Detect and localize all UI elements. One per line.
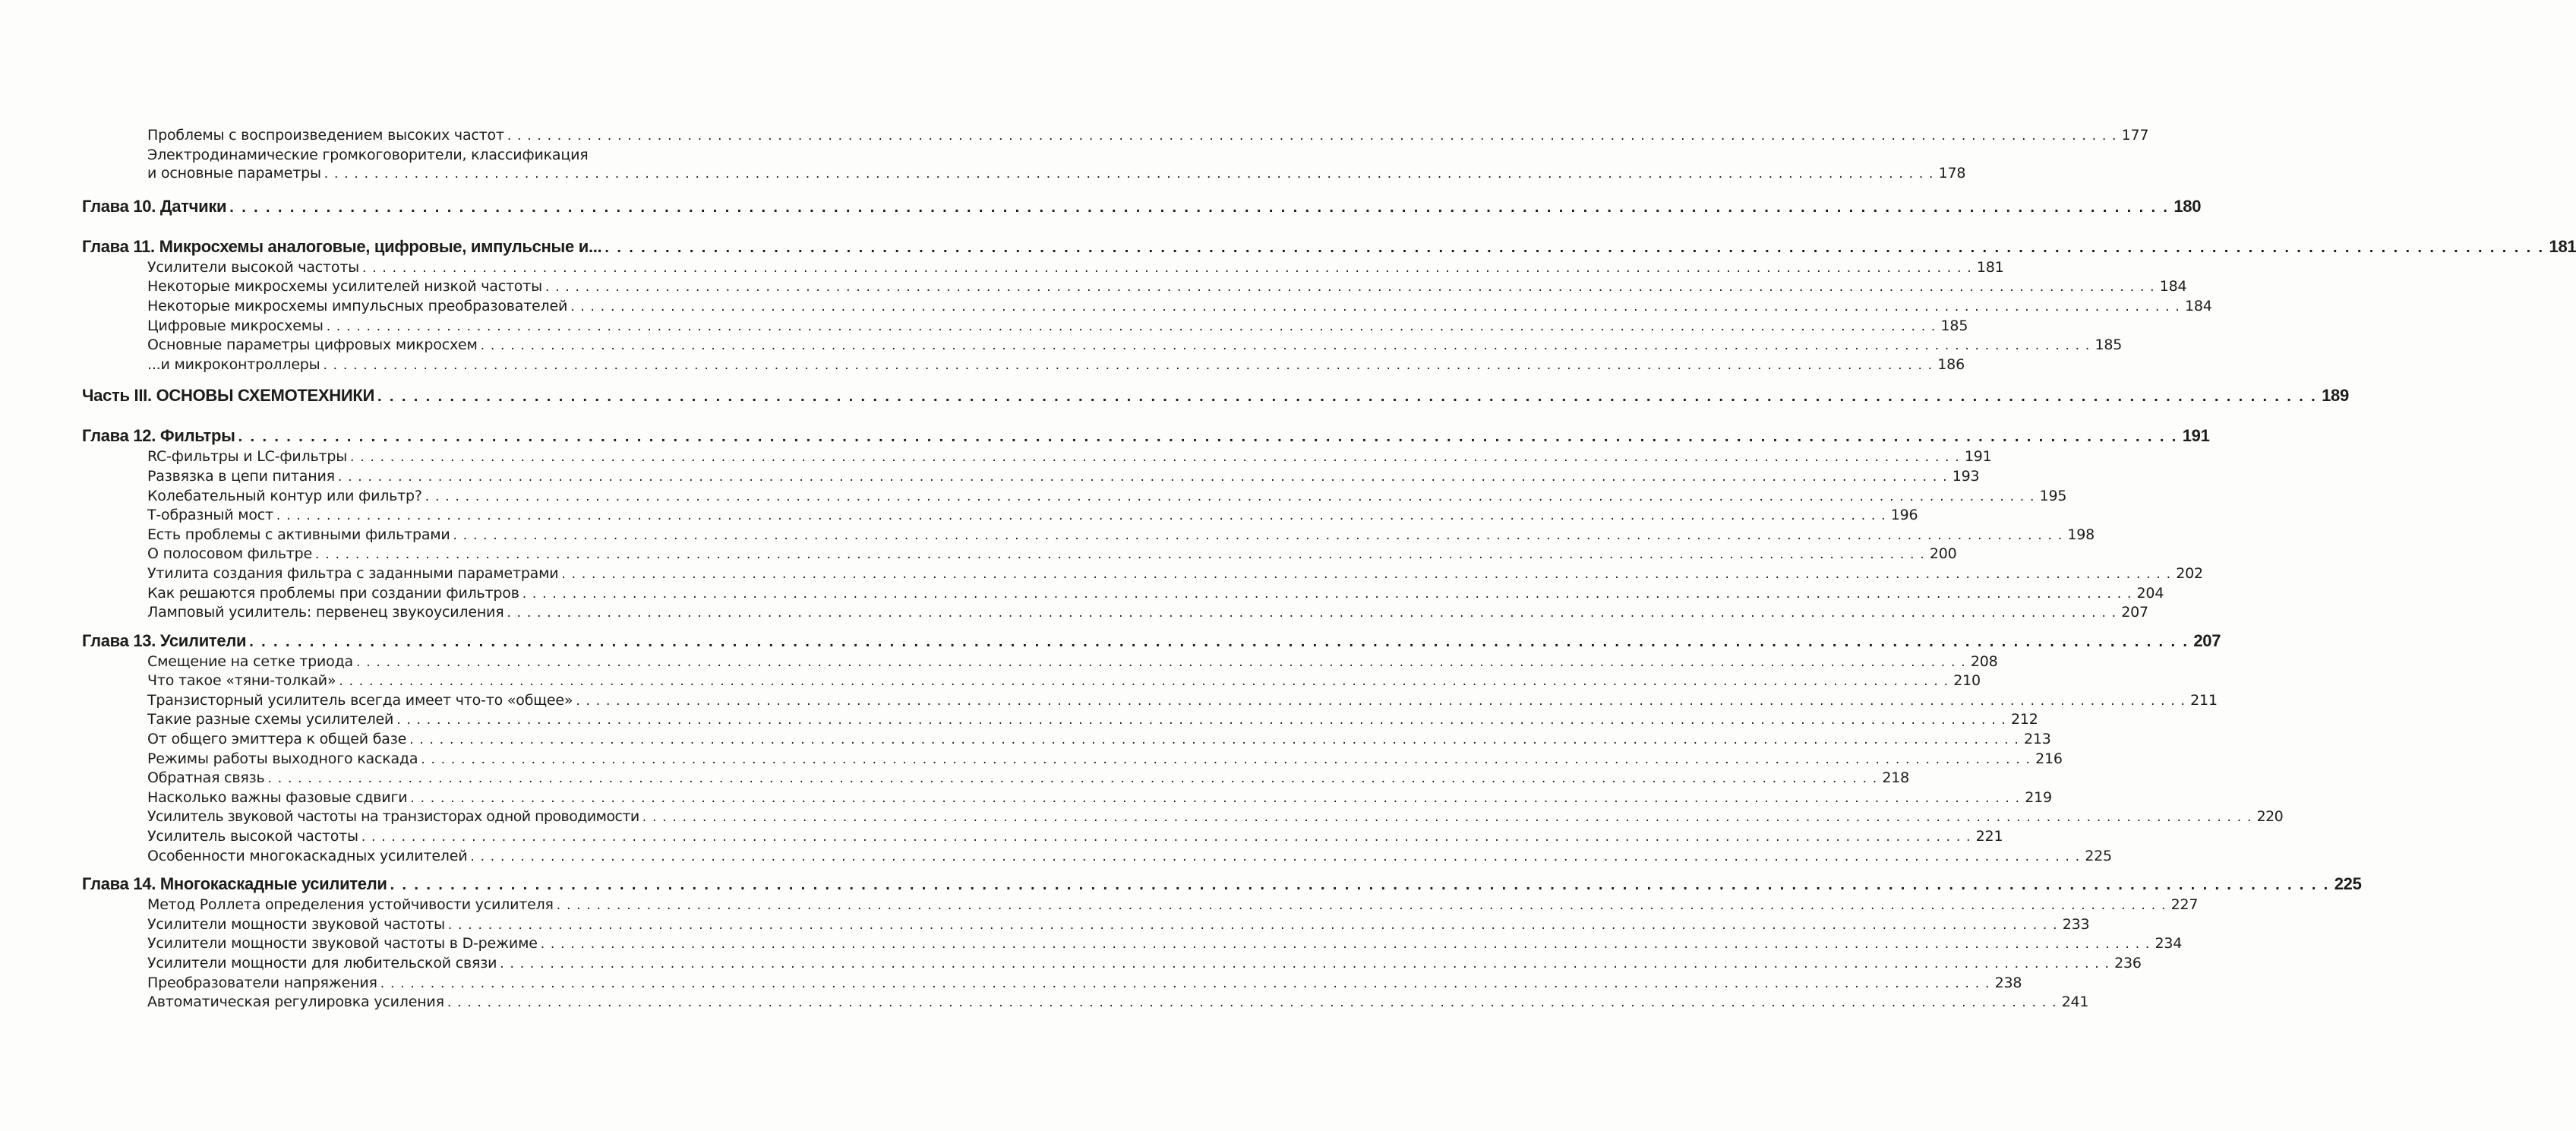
leader-dots — [447, 994, 2057, 1013]
chapter14-items — [82, 896, 2199, 1013]
toc-entry — [82, 258, 2004, 278]
toc-entry — [82, 545, 1957, 564]
toc-entry — [82, 993, 2089, 1013]
chapter-title: Глава 10. Датчики — [82, 196, 227, 216]
entry-title: Утилита создания фильтра с заданными параметрами — [147, 564, 559, 582]
entry-title: Усилители мощности звуковой частоты — [147, 915, 445, 933]
entry-page: 208 — [1970, 652, 1998, 670]
entry-page: 191 — [1964, 448, 1992, 466]
entry-page: 213 — [2023, 731, 2051, 748]
chapter-page: 180 — [2174, 196, 2202, 216]
entry-page: 221 — [1975, 828, 2003, 845]
toc-entry — [82, 896, 2199, 915]
leader-dots — [481, 336, 2091, 355]
leader-dots — [507, 604, 2117, 623]
part-title: Часть III. ОСНОВЫ СХЕМОТЕХНИКИ — [82, 386, 375, 406]
leader-dots — [561, 565, 2171, 584]
leader-dots — [377, 386, 2317, 407]
entry-page: 218 — [1882, 769, 1910, 787]
chapter-page: 207 — [2193, 630, 2221, 650]
leader-dots — [229, 197, 2169, 218]
chapter-title: Глава 14. Многокаскадные усилители — [82, 874, 387, 894]
leader-dots — [249, 631, 2189, 652]
leader-dots — [410, 789, 2020, 808]
toc-entry — [82, 769, 1910, 788]
chapter-title: Глава 11. Микросхемы аналоговые, цифровые, импульсные и... — [82, 236, 602, 256]
entry-title: Режимы работы выходного каскада — [147, 750, 418, 767]
entry-page: 185 — [2095, 336, 2123, 354]
entry-title: RC-фильтры и LC-фильтры — [147, 448, 348, 466]
toc-entry — [82, 710, 2038, 730]
table-of-contents — [82, 126, 2576, 1013]
leader-dots — [276, 507, 1886, 526]
leader-dots — [361, 828, 1971, 847]
part-heading — [82, 385, 2349, 407]
chapter-heading — [82, 236, 2576, 258]
entry-title: Транзисторный усилитель всегда имеет что-то «общее» — [147, 691, 573, 709]
entry-title: Автоматическая регулировка усиления — [147, 994, 444, 1011]
toc-entry — [82, 603, 2148, 623]
entry-title: ...и микроконтроллеры — [147, 355, 320, 373]
chapter11-items — [82, 258, 2212, 375]
entry-title: Усилители мощности для любительской связи — [147, 955, 497, 971]
leader-dots — [448, 916, 2058, 935]
leader-dots — [362, 259, 1972, 278]
toc-entry — [82, 847, 2112, 867]
entry-title: От общего эмиттера к общей базе — [147, 731, 407, 748]
entry-title: Метод Роллета определения устойчивости усилителя — [147, 896, 554, 914]
leader-dots — [380, 975, 1990, 994]
toc-entry — [82, 954, 2142, 974]
chapter-heading — [82, 630, 2221, 652]
chapter-title: Глава 13. Усилители — [82, 630, 247, 650]
entry-page: 207 — [2121, 604, 2148, 621]
leader-dots — [396, 711, 2006, 730]
toc-entry — [82, 506, 1918, 526]
entry-page: 185 — [1940, 317, 1968, 334]
toc-entry — [82, 317, 1968, 336]
entry-title: Особенности многокаскадных усилителей — [147, 847, 468, 864]
leader-dots — [409, 731, 2019, 750]
entry-title: Есть проблемы с активными фильтрами — [147, 526, 450, 543]
entry-page: 210 — [1953, 672, 1981, 690]
leader-dots — [500, 955, 2110, 974]
entry-page: 238 — [1994, 974, 2022, 991]
entry-title: и основные параметры — [147, 165, 321, 182]
chapter-page: 225 — [2334, 874, 2362, 894]
leader-dots — [338, 468, 1948, 487]
leader-dots — [545, 278, 2155, 297]
part-page: 189 — [2322, 386, 2349, 406]
leader-dots — [642, 808, 2252, 827]
chapter-page: 181 — [2549, 236, 2576, 256]
entry-title: Некоторые микросхемы импульсных преобразователей — [147, 297, 568, 314]
leader-dots — [323, 356, 1933, 375]
entry-page: 177 — [2121, 127, 2149, 144]
toc-entry — [82, 447, 1992, 467]
entry-title: Проблемы с воспроизведением высоких частот — [147, 127, 504, 144]
entry-page: 193 — [1952, 467, 1980, 485]
leader-dots — [605, 237, 2544, 258]
entry-title: Основные параметры цифровых микросхем — [147, 336, 478, 354]
entry-page: 216 — [2035, 750, 2063, 767]
entry-title: Смещение на сетке триода — [147, 652, 353, 670]
toc-entry — [82, 915, 2090, 935]
entry-page: 195 — [2039, 487, 2067, 504]
entry-title-line1: Электродинамические громкоговорители, классификация — [147, 146, 589, 163]
leader-dots — [339, 672, 1949, 691]
leader-dots — [541, 935, 2151, 954]
leader-dots — [268, 769, 1878, 788]
entry-title: Что такое «тяни-толкай» — [147, 672, 336, 690]
toc-entry — [82, 564, 2203, 584]
entry-title: Усилитель высокой частоты — [147, 828, 358, 845]
entry-title: Т-образный мост — [147, 507, 273, 524]
toc-entry — [82, 974, 2022, 994]
toc-entry — [82, 526, 2095, 545]
leader-dots — [453, 526, 2063, 545]
entry-title: Ламповый усилитель: первенец звукоусиления — [147, 604, 504, 621]
leader-dots — [421, 750, 2031, 769]
entry-page: 186 — [1937, 355, 1965, 373]
entry-title: Усилители высокой частоты — [147, 258, 359, 276]
leader-dots — [350, 448, 1960, 467]
toc-entry — [82, 467, 1980, 487]
toc-entry — [82, 807, 2284, 827]
entry-page: 204 — [2136, 584, 2164, 602]
entry-page: 225 — [2085, 847, 2112, 864]
toc-entry — [82, 164, 1966, 184]
leader-dots — [356, 653, 1966, 672]
entry-page: 178 — [1938, 165, 1966, 182]
entry-page: 212 — [2011, 711, 2038, 728]
toc-entry — [82, 277, 2187, 297]
leader-dots — [425, 488, 2035, 507]
entry-page: 200 — [1929, 545, 1957, 563]
entry-page: 236 — [2114, 955, 2142, 971]
toc-entry — [82, 827, 2003, 847]
entry-title: Преобразователи напряжения — [147, 974, 377, 991]
entry-title: Такие разные схемы усилителей — [147, 711, 394, 728]
leader-dots — [238, 426, 2178, 447]
entry-title: Усилитель звуковой частоты на транзисторах одной проводимости — [147, 808, 639, 826]
toc-entry — [82, 671, 1981, 691]
leader-dots — [315, 545, 1925, 564]
entry-page: 211 — [2190, 691, 2218, 709]
leader-dots — [324, 165, 1934, 184]
chapter-heading — [82, 425, 2210, 447]
entry-page: 227 — [2170, 896, 2199, 914]
entry-title: Цифровые микросхемы — [147, 317, 324, 334]
entry-page: 184 — [2159, 278, 2187, 295]
toc-entry — [82, 584, 2164, 604]
toc-entry — [82, 730, 2051, 750]
leader-dots — [522, 585, 2132, 604]
entry-page: 219 — [2025, 788, 2052, 806]
chapter13-items — [82, 652, 2284, 867]
toc-entry — [82, 691, 2218, 711]
entry-title: Некоторые микросхемы усилителей низкой частоты — [147, 278, 542, 295]
toc-entry — [82, 788, 2052, 808]
entry-page: 202 — [2176, 564, 2203, 582]
toc-entry — [82, 336, 2123, 355]
toc-entry — [82, 750, 2063, 769]
chapter-heading — [82, 196, 2202, 218]
leader-dots — [470, 848, 2080, 867]
entry-page: 220 — [2256, 808, 2284, 826]
entry-title: Развязка в цепи питания — [147, 467, 335, 485]
chapter-page: 191 — [2182, 426, 2210, 446]
entry-page: 233 — [2062, 915, 2090, 933]
entry-title: Насколько важны фазовые сдвиги — [147, 788, 408, 806]
toc-entry — [82, 126, 2149, 146]
chapter-heading — [82, 874, 2362, 896]
toc-entry — [82, 355, 1965, 375]
leader-dots — [576, 692, 2186, 711]
toc-entry — [82, 297, 2212, 317]
chapter-title: Глава 12. Фильтры — [82, 426, 235, 446]
leader-dots — [507, 127, 2117, 146]
leader-dots — [557, 896, 2167, 915]
entry-title: Как решаются проблемы при создании фильтров — [147, 584, 519, 602]
entry-page: 184 — [2184, 297, 2212, 314]
toc-entry — [82, 652, 1998, 672]
toc-entry — [82, 934, 2183, 954]
entry-page: 196 — [1890, 507, 1918, 524]
entry-title: Усилители мощности звуковой частоты в D-режиме — [147, 935, 538, 953]
chapter12-items — [82, 447, 2203, 622]
entry-page: 241 — [2061, 994, 2089, 1011]
entry-page: 198 — [2067, 526, 2095, 543]
entry-page: 181 — [1976, 258, 2004, 276]
leader-dots — [570, 298, 2180, 317]
entry-title: Обратная связь — [147, 769, 265, 787]
entry-title: Колебательный контур или фильтр? — [147, 487, 422, 504]
entry-title: О полосовом фильтре — [147, 545, 313, 563]
entry-page: 234 — [2155, 935, 2183, 953]
leader-dots — [327, 318, 1937, 336]
leader-dots — [390, 874, 2330, 896]
toc-entry — [82, 487, 2067, 507]
